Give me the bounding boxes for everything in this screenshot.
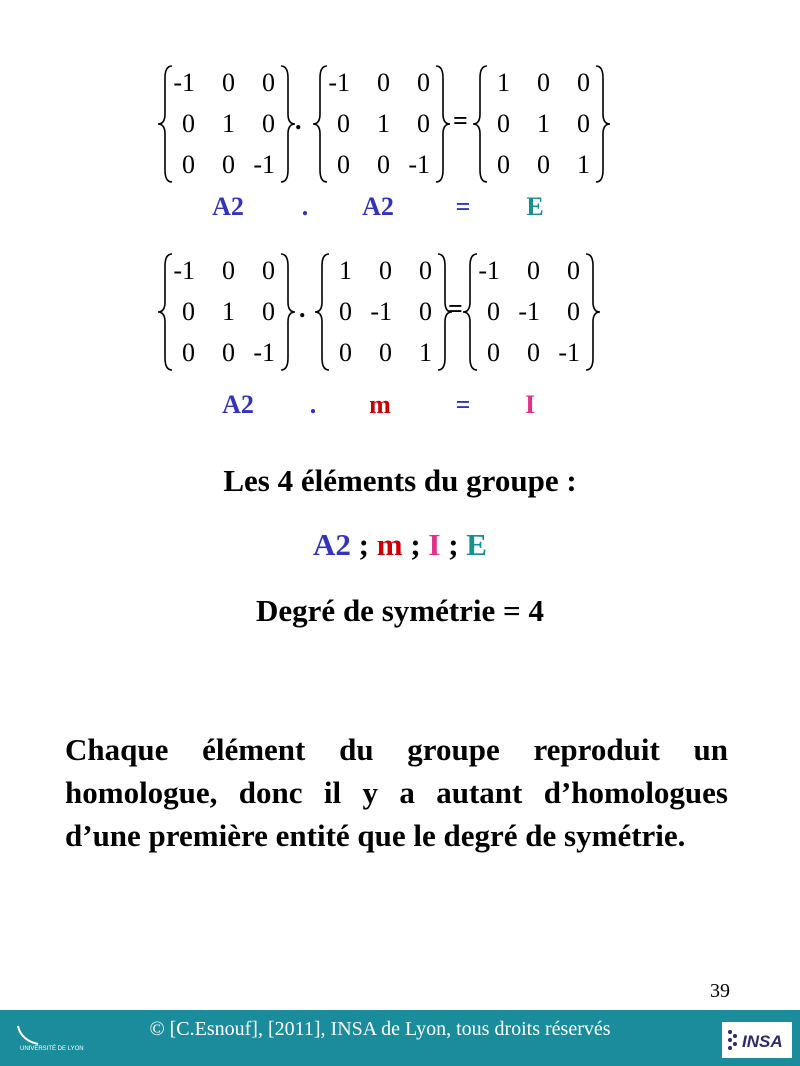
matrix-3-cell: 0 — [497, 150, 510, 179]
matrix-2-cell: 0 — [419, 297, 432, 326]
element-a2: A2 — [313, 527, 351, 562]
matrix-3-cell: 0 — [537, 150, 550, 179]
svg-text:INSA: INSA — [742, 1032, 783, 1051]
footer-bar — [0, 1010, 800, 1066]
equation-label: . — [301, 192, 309, 221]
equation-label: E — [526, 192, 544, 221]
matrix-1-cell: 0 — [182, 150, 195, 179]
matrix-2-cell: 0 — [377, 150, 390, 179]
degree-line: Degré de symétrie = 4 — [256, 593, 544, 628]
equals-operator: = — [453, 106, 468, 135]
matrix-2-cell: 0 — [379, 256, 392, 285]
product-operator: . — [299, 294, 306, 323]
matrix-1-cell: 0 — [222, 256, 235, 285]
matrix-2-cell: 0 — [339, 297, 352, 326]
matrix-3-cell: 0 — [487, 297, 500, 326]
matrix-2-cell: -1 — [408, 150, 430, 179]
matrix-3-cell: 0 — [567, 256, 580, 285]
matrix-1-cell: 0 — [182, 338, 195, 367]
matrix-2-cell: 0 — [379, 338, 392, 367]
element-e: E — [466, 527, 487, 562]
equation-label: m — [369, 390, 391, 419]
group-heading: Les 4 éléments du groupe : — [223, 463, 577, 498]
element-i: I — [428, 527, 441, 562]
matrix-3-cell: 0 — [537, 68, 550, 97]
matrix-2-cell: 1 — [377, 109, 390, 138]
copyright-text: © [C.Esnouf], [2011], INSA de Lyon, tous droits réservés — [149, 1018, 611, 1040]
matrix-3-cell: 0 — [527, 256, 540, 285]
matrix-3-cell: 0 — [577, 68, 590, 97]
right-brace — [281, 66, 295, 182]
matrix-3-cell: 0 — [527, 338, 540, 367]
equals-operator: = — [448, 294, 463, 323]
matrix-3-cell: 1 — [537, 109, 550, 138]
matrix-1-cell: 0 — [262, 68, 275, 97]
equation-label: I — [524, 390, 536, 419]
equation-label: = — [455, 390, 471, 419]
equation-label: . — [309, 390, 317, 419]
svg-text:UNIVERSITÉ DE LYON: UNIVERSITÉ DE LYON — [20, 1046, 84, 1052]
matrix-3-cell: 0 — [487, 338, 500, 367]
matrix-1-cell: -1 — [173, 256, 195, 285]
matrix-1-cell: 0 — [262, 256, 275, 285]
separator: ; — [410, 527, 421, 562]
matrix-1-cell: 1 — [222, 297, 235, 326]
equation-label: A2 — [222, 390, 254, 419]
matrix-1-cell: 0 — [262, 297, 275, 326]
matrix-2-cell: -1 — [370, 297, 392, 326]
matrix-2-cell: 0 — [419, 256, 432, 285]
page-number: 39 — [710, 980, 730, 1002]
right-brace — [586, 254, 600, 370]
separator: ; — [448, 527, 459, 562]
matrix-3-cell: 1 — [497, 68, 510, 97]
matrix-1-cell: -1 — [253, 338, 275, 367]
matrix-2-cell: 0 — [417, 109, 430, 138]
matrix-3-cell: 0 — [577, 109, 590, 138]
right-brace — [596, 66, 610, 182]
matrix-1-cell: 0 — [262, 109, 275, 138]
matrix-2-cell: -1 — [328, 68, 350, 97]
matrix-3-cell: 0 — [567, 297, 580, 326]
insa-logo — [722, 1022, 792, 1058]
equation-label: A2 — [362, 192, 394, 221]
matrix-2-cell: 0 — [337, 109, 350, 138]
matrix-1-cell: 0 — [182, 297, 195, 326]
matrix-3-cell: -1 — [478, 256, 500, 285]
matrix-3-cell: -1 — [518, 297, 540, 326]
equation-1 — [0, 62, 800, 242]
matrix-2-cell: 0 — [417, 68, 430, 97]
equation-label: A2 — [212, 192, 244, 221]
matrix-2-cell: 1 — [339, 256, 352, 285]
group-elements — [0, 527, 800, 563]
matrix-1-cell: 0 — [222, 338, 235, 367]
matrix-2-cell: 0 — [377, 68, 390, 97]
matrix-3-cell: 1 — [577, 150, 590, 179]
matrix-1-cell: 0 — [182, 109, 195, 138]
equation-label: = — [455, 192, 471, 221]
separator: ; — [358, 527, 369, 562]
matrix-1-cell: -1 — [253, 150, 275, 179]
matrix-1-cell: 0 — [222, 150, 235, 179]
matrix-3-cell: -1 — [558, 338, 580, 367]
matrix-1-cell: 0 — [222, 68, 235, 97]
equation-2 — [0, 250, 800, 430]
matrix-2-cell: 0 — [339, 338, 352, 367]
matrix-2-cell: 0 — [337, 150, 350, 179]
matrix-2-cell: 1 — [419, 338, 432, 367]
explanation-paragraph: Chaque élément du groupe reproduit un homologue, donc il y a autant d’homologues d’une première entité que le degré de symétrie. — [65, 732, 728, 853]
matrix-1-cell: 1 — [222, 109, 235, 138]
element-m: m — [376, 527, 403, 562]
matrix-3-cell: 0 — [497, 109, 510, 138]
right-brace — [436, 66, 450, 182]
matrix-1-cell: -1 — [173, 68, 195, 97]
product-operator: . — [295, 106, 302, 135]
right-brace — [281, 254, 295, 370]
